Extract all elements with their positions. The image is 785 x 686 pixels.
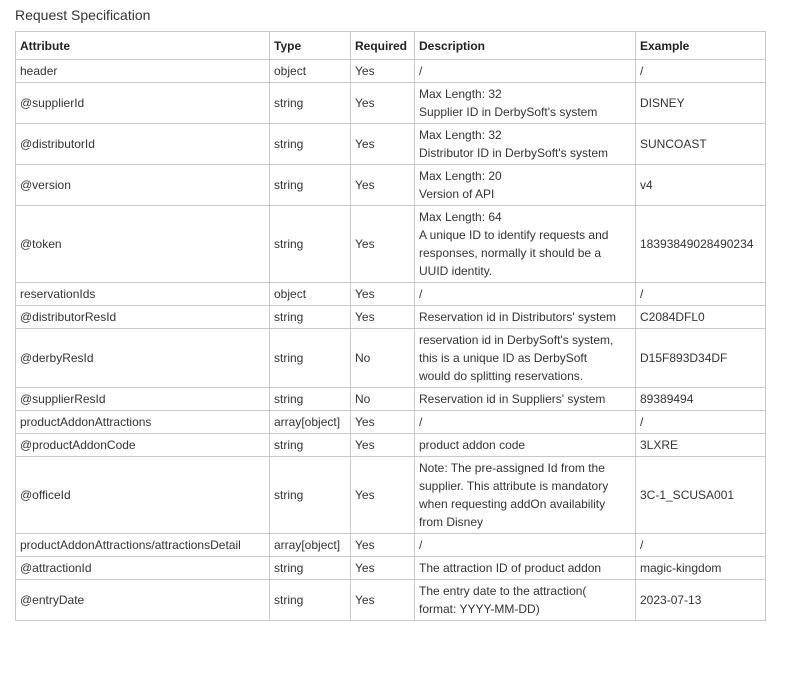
description-line: Distributor ID in DerbySoft's system bbox=[419, 146, 609, 160]
cell-attribute: @distributorId bbox=[16, 124, 270, 165]
cell-type: string bbox=[270, 124, 351, 165]
description-line: The attraction ID of product addon bbox=[419, 561, 602, 575]
cell-type: string bbox=[270, 306, 351, 329]
cell-required: Yes bbox=[351, 165, 415, 206]
cell-example: 89389494 bbox=[636, 388, 766, 411]
table-row bbox=[16, 388, 766, 411]
cell-attribute: @supplierResId bbox=[16, 388, 270, 411]
cell-required: Yes bbox=[351, 306, 415, 329]
cell-example: / bbox=[636, 283, 766, 306]
cell-example: / bbox=[636, 411, 766, 434]
cell-description bbox=[415, 388, 636, 411]
header-description: Description bbox=[415, 32, 636, 60]
cell-example: v4 bbox=[636, 165, 766, 206]
table-header-row bbox=[16, 32, 766, 60]
cell-required: Yes bbox=[351, 557, 415, 580]
cell-attribute: reservationIds bbox=[16, 283, 270, 306]
description-line: Max Length: 32 bbox=[419, 87, 502, 101]
table-row bbox=[16, 557, 766, 580]
table-row bbox=[16, 124, 766, 165]
table-row bbox=[16, 60, 766, 83]
header-example: Example bbox=[636, 32, 766, 60]
cell-type: string bbox=[270, 83, 351, 124]
table-row bbox=[16, 206, 766, 283]
cell-required: Yes bbox=[351, 580, 415, 621]
cell-attribute: @officeId bbox=[16, 457, 270, 534]
cell-type: string bbox=[270, 165, 351, 206]
header-attribute: Attribute bbox=[16, 32, 270, 60]
description-line: from Disney bbox=[419, 515, 484, 529]
cell-attribute: @version bbox=[16, 165, 270, 206]
cell-type: string bbox=[270, 206, 351, 283]
description-line: when requesting addOn availability bbox=[419, 497, 606, 511]
header-type: Type bbox=[270, 32, 351, 60]
description-line: reservation id in DerbySoft's system, bbox=[419, 333, 614, 347]
header-required: Required bbox=[351, 32, 415, 60]
description-line: / bbox=[419, 287, 423, 301]
cell-attribute: @distributorResId bbox=[16, 306, 270, 329]
description-line: format: YYYY-MM-DD) bbox=[419, 602, 540, 616]
cell-type: array[object] bbox=[270, 411, 351, 434]
cell-type: string bbox=[270, 329, 351, 388]
description-line: Note: The pre-assigned Id from the bbox=[419, 461, 605, 475]
cell-attribute: @attractionId bbox=[16, 557, 270, 580]
description-line: responses, normally it should be a bbox=[419, 246, 602, 260]
cell-required: Yes bbox=[351, 411, 415, 434]
cell-attribute: @token bbox=[16, 206, 270, 283]
cell-description bbox=[415, 124, 636, 165]
table-row bbox=[16, 283, 766, 306]
cell-description bbox=[415, 457, 636, 534]
table-row bbox=[16, 83, 766, 124]
table-row bbox=[16, 306, 766, 329]
cell-attribute: @entryDate bbox=[16, 580, 270, 621]
cell-attribute: productAddonAttractions bbox=[16, 411, 270, 434]
cell-description bbox=[415, 434, 636, 457]
table-row bbox=[16, 329, 766, 388]
cell-description bbox=[415, 411, 636, 434]
description-line: Max Length: 64 bbox=[419, 210, 502, 224]
cell-type: string bbox=[270, 580, 351, 621]
cell-attribute: @supplierId bbox=[16, 83, 270, 124]
cell-type: object bbox=[270, 60, 351, 83]
cell-example: 2023-07-13 bbox=[636, 580, 766, 621]
cell-example: SUNCOAST bbox=[636, 124, 766, 165]
description-line: supplier. This attribute is mandatory bbox=[419, 479, 609, 493]
cell-required: Yes bbox=[351, 60, 415, 83]
cell-type: string bbox=[270, 434, 351, 457]
description-line: / bbox=[419, 538, 423, 552]
cell-type: object bbox=[270, 283, 351, 306]
description-line: Version of API bbox=[419, 187, 495, 201]
cell-required: Yes bbox=[351, 283, 415, 306]
cell-required: Yes bbox=[351, 434, 415, 457]
cell-example: / bbox=[636, 534, 766, 557]
cell-type: string bbox=[270, 457, 351, 534]
table-body bbox=[16, 60, 766, 621]
description-line: this is a unique ID as DerbySoft bbox=[419, 351, 588, 365]
cell-example: C2084DFL0 bbox=[636, 306, 766, 329]
cell-attribute: header bbox=[16, 60, 270, 83]
cell-description bbox=[415, 306, 636, 329]
section-title: Request Specification bbox=[15, 7, 151, 23]
cell-type: string bbox=[270, 557, 351, 580]
request-spec-table bbox=[15, 31, 766, 621]
cell-required: No bbox=[351, 329, 415, 388]
description-line: would do splitting reservations. bbox=[419, 369, 584, 383]
cell-attribute: @productAddonCode bbox=[16, 434, 270, 457]
cell-description bbox=[415, 557, 636, 580]
cell-description bbox=[415, 165, 636, 206]
table-row bbox=[16, 434, 766, 457]
cell-required: No bbox=[351, 388, 415, 411]
cell-description bbox=[415, 534, 636, 557]
description-line: Reservation id in Distributors' system bbox=[419, 310, 617, 324]
cell-attribute: productAddonAttractions/attractionsDetail bbox=[16, 534, 270, 557]
description-line: Reservation id in Suppliers' system bbox=[419, 392, 606, 406]
cell-description bbox=[415, 283, 636, 306]
description-line: / bbox=[419, 415, 423, 429]
description-line: product addon code bbox=[419, 438, 526, 452]
cell-description bbox=[415, 83, 636, 124]
cell-type: array[object] bbox=[270, 534, 351, 557]
description-line: The entry date to the attraction( bbox=[419, 584, 587, 598]
description-line: UUID identity. bbox=[419, 264, 493, 278]
cell-type: string bbox=[270, 388, 351, 411]
table-row bbox=[16, 165, 766, 206]
description-line: A unique ID to identify requests and bbox=[419, 228, 609, 242]
cell-description bbox=[415, 60, 636, 83]
cell-example: D15F893D34DF bbox=[636, 329, 766, 388]
cell-required: Yes bbox=[351, 457, 415, 534]
description-line: / bbox=[419, 64, 423, 78]
description-line: Max Length: 20 bbox=[419, 169, 502, 183]
cell-required: Yes bbox=[351, 124, 415, 165]
table-row bbox=[16, 457, 766, 534]
cell-required: Yes bbox=[351, 83, 415, 124]
table-row bbox=[16, 534, 766, 557]
cell-required: Yes bbox=[351, 534, 415, 557]
cell-required: Yes bbox=[351, 206, 415, 283]
description-line: Max Length: 32 bbox=[419, 128, 502, 142]
cell-description bbox=[415, 329, 636, 388]
cell-example: DISNEY bbox=[636, 83, 766, 124]
cell-description bbox=[415, 580, 636, 621]
cell-example: 3LXRE bbox=[636, 434, 766, 457]
cell-attribute: @derbyResId bbox=[16, 329, 270, 388]
cell-example: 3C-1_SCUSA001 bbox=[636, 457, 766, 534]
table-row bbox=[16, 580, 766, 621]
table-row bbox=[16, 411, 766, 434]
description-line: Supplier ID in DerbySoft's system bbox=[419, 105, 598, 119]
cell-example: 18393849028490234 bbox=[636, 206, 766, 283]
cell-example: magic-kingdom bbox=[636, 557, 766, 580]
cell-description bbox=[415, 206, 636, 283]
cell-example: / bbox=[636, 60, 766, 83]
